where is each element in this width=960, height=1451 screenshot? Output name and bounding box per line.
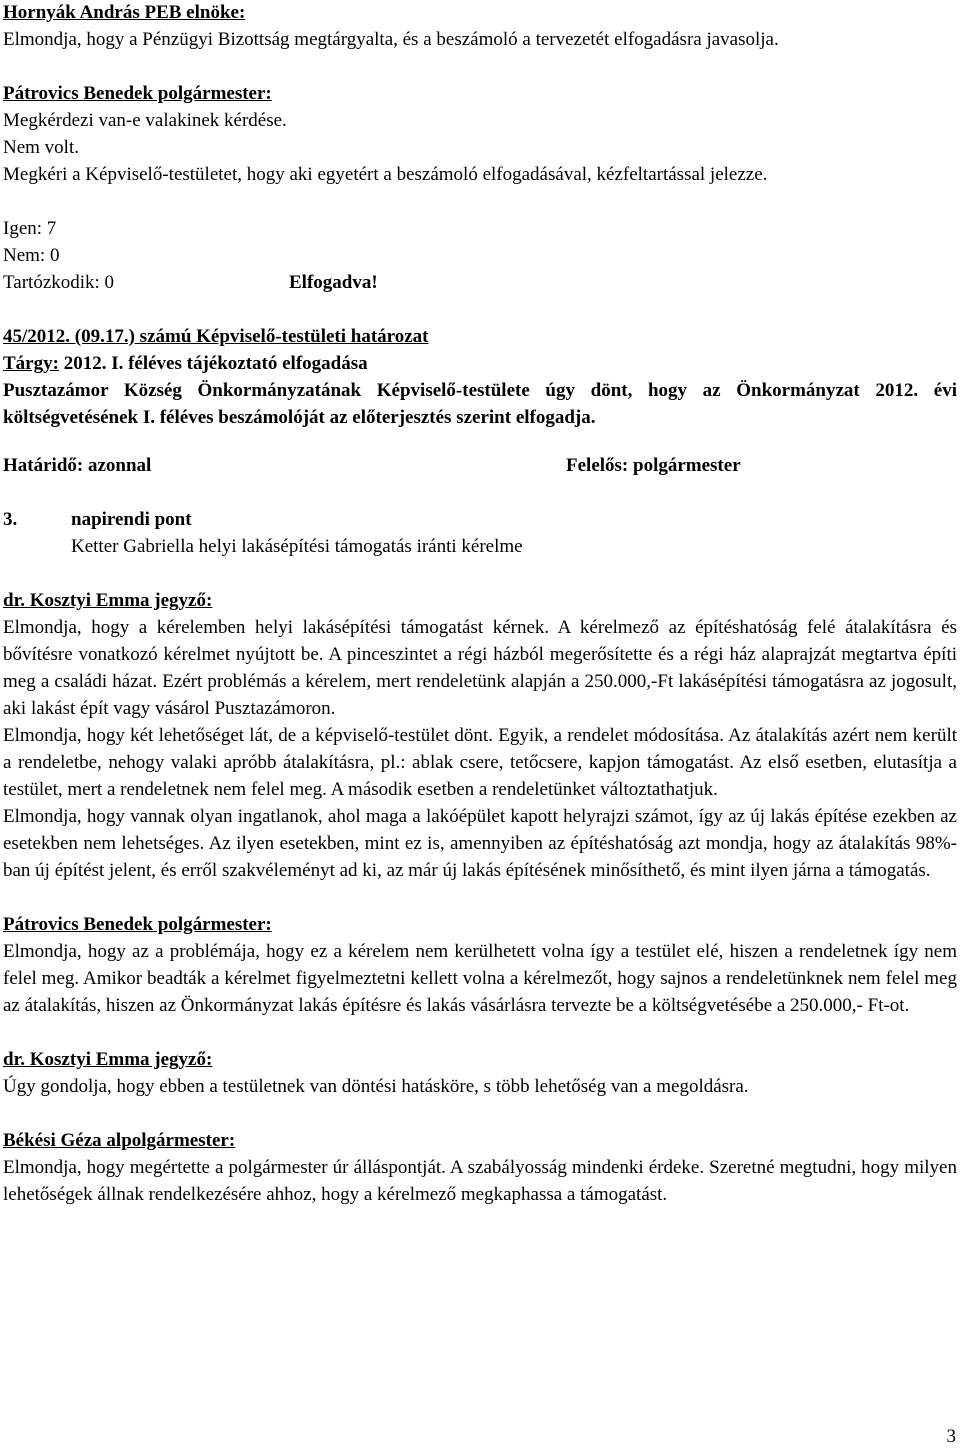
speaker-heading: Békési Géza alpolgármester: <box>3 1130 236 1151</box>
resolution-body: Pusztazámor Község Önkormányzatának Képviselő-testülete úgy dönt, hogy az Önkormányzat 2012. évi költségvetésének I. féléves beszámolóját az előterjesztés szerint elfogadja. <box>3 380 957 428</box>
agenda-item <box>3 506 957 560</box>
paragraph: Elmondja, hogy az a problémája, hogy ez a kérelem nem kerülhetett volna így a testület elé, hiszen a rendeletnek így nem felel meg. Amikor beadták a kérelmet figyelmeztetni kellett volna a kérelmezőt, hogy sajnos a rendeletünknek nem felel meg az átalakítás, hiszen az Önkormányzat lakás építésre és lakás vásárlásra tervezte be a költségvetésébe a 250.000,- Ft-ot. <box>3 941 957 1016</box>
speaker-heading: dr. Kosztyi Emma jegyző: <box>3 590 213 611</box>
resolution-heading: 45/2012. (09.17.) számú Képviselő-testületi határozat <box>3 326 429 347</box>
paragraph: Nem volt. <box>3 137 79 158</box>
resolution-subject <box>3 350 957 377</box>
resolution-responsible: Felelős: polgármester <box>566 455 741 476</box>
resolution-deadline: Határidő: azonnal <box>3 455 152 476</box>
resolution-subject-label: Tárgy: <box>3 353 59 374</box>
paragraph: Megkéri a Képviselő-testületet, hogy aki egyetért a beszámoló elfogadásával, kézfeltartással jelezze. <box>3 164 768 185</box>
vote-yes: Igen: 7 <box>3 218 57 239</box>
page-number: 3 <box>946 1426 956 1447</box>
agenda-title: napirendi pont <box>71 509 192 530</box>
speaker-heading: Hornyák András PEB elnöke: <box>3 2 246 23</box>
paragraph: Megkérdezi van-e valakinek kérdése. <box>3 110 287 131</box>
speaker-heading: Pátrovics Benedek polgármester: <box>3 83 272 104</box>
vote-no: Nem: 0 <box>3 245 60 266</box>
paragraph: Úgy gondolja, hogy ebben a testületnek van döntési hatásköre, s több lehetőség van a megoldásra. <box>3 1076 749 1097</box>
paragraph: Elmondja, hogy a Pénzügyi Bizottság megtárgyalta, és a beszámoló a tervezetét elfogadásra javasolja. <box>3 29 779 50</box>
resolution-subject-text: 2012. I. féléves tájékoztató elfogadása <box>58 353 368 374</box>
paragraph: Elmondja, hogy két lehetőséget lát, de a képviselő-testület dönt. Egyik, a rendelet módosítása. Az átalakítás azért nem került a rendeletbe, nehogy valaki apróbb átalakításra, pl.: ablak csere, tetőcsere, kapjon támogatást. Az első esetben, elutasítja a testület, mert a rendeletnek nem felel meg. A második esetben a rendeletünket változtathatjuk. <box>3 725 957 800</box>
agenda-number: 3. <box>3 509 18 530</box>
paragraph: Elmondja, hogy a kérelemben helyi lakásépítési támogatást kérnek. A kérelmező az építéshatóság felé átalakításra és bővítésre vonatkozó kérelmet nyújtott be. A pinceszintet a régi házból megerősítette és a régi ház alaprajzát megtartva építi meg a családi házat. Ezért problémás a kérelem, mert rendeletünk alapján a 250.000,-Ft lakásépítési támogatásra az jogosult, aki lakást épít vagy vásárol Pusztazámoron. <box>3 617 957 719</box>
resolution <box>3 323 957 479</box>
vote-tally <box>3 215 957 296</box>
vote-result: Elfogadva! <box>289 272 378 293</box>
paragraph: Elmondja, hogy megértette a polgármester úr álláspontját. A szabályosság mindenki érdeke. Szeretné megtudni, hogy milyen lehetőségek állnak rendelkezésére ahhoz, hogy a kérelmező megkaphassa a támogatást. <box>3 1157 957 1205</box>
vote-abstain: Tartózkodik: 0 <box>3 272 115 293</box>
minutes-content <box>3 0 957 1208</box>
paragraph: Elmondja, hogy vannak olyan ingatlanok, ahol maga a lakóépület kapott helyrajzi számot, így az új lakás építése ezekben az esetekben nem lehetséges. Az ilyen esetekben, mint ez is, amennyiben az építéshatóság azt mondja, hogy az átalakítás 98%-ban új építést jelent, és erről szakvéleményt ad ki, az már új lakás építésének minősíthető, és mint ilyen járna a támogatás. <box>3 806 957 881</box>
speaker-heading: Pátrovics Benedek polgármester: <box>3 914 272 935</box>
agenda-subtitle: Ketter Gabriella helyi lakásépítési támogatás iránti kérelme <box>71 536 523 557</box>
speaker-heading: dr. Kosztyi Emma jegyző: <box>3 1049 213 1070</box>
